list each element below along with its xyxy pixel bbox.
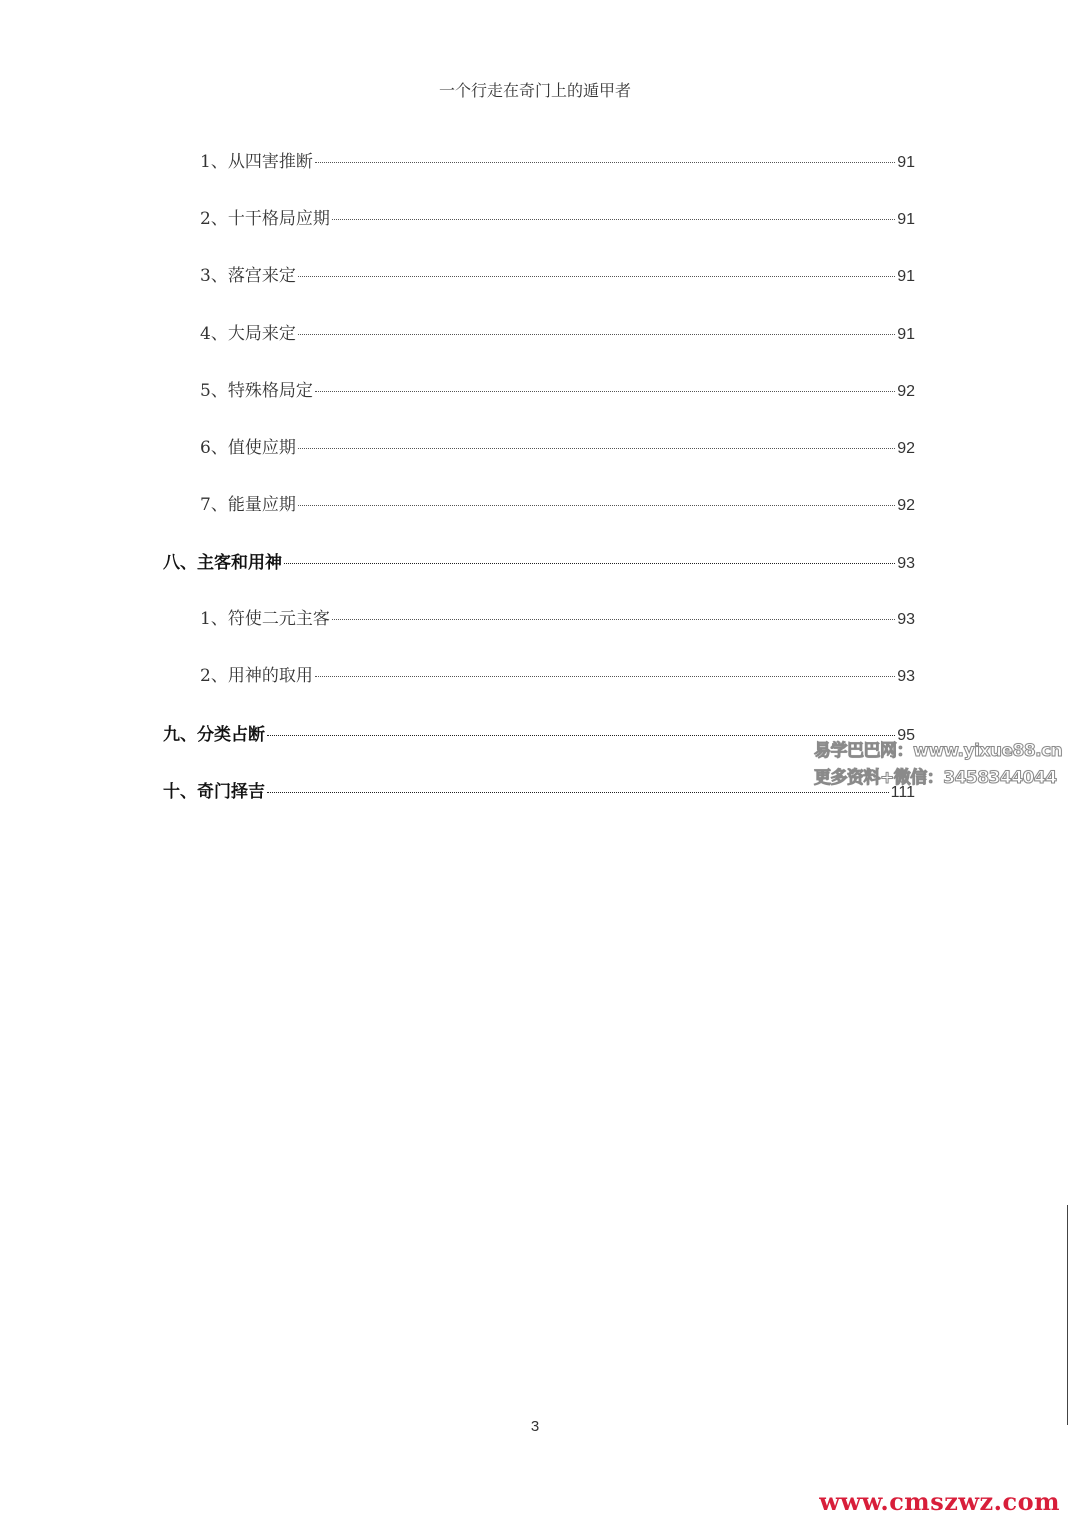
- toc-section-entry[interactable]: [163, 777, 915, 801]
- toc-entry-page: 93: [897, 555, 915, 572]
- site-watermark: www.cmszwz.com: [819, 1487, 1060, 1516]
- toc-entry-page: 92: [897, 497, 915, 514]
- toc-entry[interactable]: [200, 490, 915, 514]
- dot-leader: [298, 333, 895, 335]
- toc-entry-page: 92: [897, 383, 915, 400]
- dot-leader: [332, 618, 895, 620]
- toc-entry-page: 111: [890, 784, 915, 801]
- toc-section-title: 八、主客和用神: [163, 553, 282, 573]
- toc-entry-title: 6、值使应期: [200, 438, 296, 458]
- toc-entry[interactable]: [200, 147, 915, 171]
- toc-entry-title: 5、特殊格局定: [200, 381, 313, 401]
- watermark-site-line: 易学巴巴网：www.yixue88.cn: [814, 741, 1063, 761]
- toc-section-entry[interactable]: [163, 720, 915, 744]
- toc-entry-title: 2、十干格局应期: [200, 209, 330, 229]
- toc-entry-page: 93: [897, 611, 915, 628]
- toc-entry-page: 91: [897, 268, 915, 285]
- toc-entry[interactable]: [200, 319, 915, 343]
- toc-entry-page: 91: [897, 154, 915, 171]
- toc-entry[interactable]: [200, 661, 915, 685]
- toc-entry-page: 95: [897, 727, 915, 744]
- page-number: 3: [530, 1418, 540, 1435]
- dot-leader: [298, 504, 895, 506]
- dot-leader: [315, 675, 895, 677]
- dot-leader: [298, 447, 895, 449]
- dot-leader: [267, 734, 895, 736]
- dot-leader: [298, 275, 895, 277]
- toc-entry-page: 91: [897, 211, 915, 228]
- toc-entry-title: 3、落宫来定: [200, 266, 296, 286]
- toc-entry-title: 1、从四害推断: [200, 152, 313, 172]
- toc-entry[interactable]: [200, 261, 915, 285]
- dot-leader: [267, 791, 889, 793]
- toc-section-entry[interactable]: [163, 548, 915, 572]
- toc-entry-page: 93: [897, 668, 915, 685]
- toc-entry[interactable]: [200, 376, 915, 400]
- toc-entry-title: 1、符使二元主客: [200, 609, 330, 629]
- toc-entry-title: 4、大局来定: [200, 324, 296, 344]
- toc-entry-title: 7、能量应期: [200, 495, 296, 515]
- toc-entry[interactable]: [200, 204, 915, 228]
- toc-entry[interactable]: [200, 604, 915, 628]
- toc-section-title: 十、奇门择吉: [163, 782, 265, 802]
- toc-entry-page: 92: [897, 440, 915, 457]
- dot-leader: [284, 562, 895, 564]
- toc-section-title: 九、分类占断: [163, 725, 265, 745]
- dot-leader: [315, 161, 895, 163]
- toc-entry[interactable]: [200, 433, 915, 457]
- dot-leader: [315, 390, 895, 392]
- dot-leader: [332, 218, 895, 220]
- page-edge-line: [1067, 1205, 1068, 1425]
- running-header: 一个行走在奇门上的遁甲者: [438, 81, 631, 100]
- toc-entry-page: 91: [897, 326, 915, 343]
- toc-entry-title: 2、用神的取用: [200, 666, 313, 686]
- watermark-contact-line: 更多资料+微信：3458344044: [814, 768, 1057, 788]
